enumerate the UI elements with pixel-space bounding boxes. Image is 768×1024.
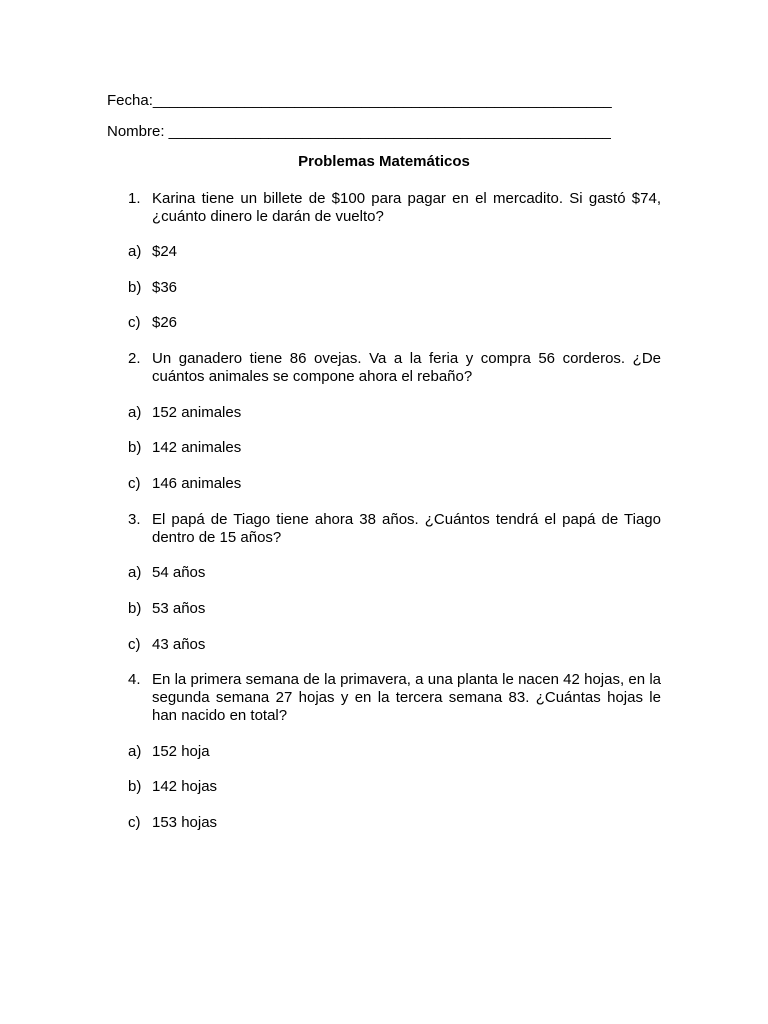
option-text: 142 animales [152,439,242,456]
option-text: 53 años [152,600,206,617]
option-text: $24 [152,243,178,260]
option-letter: b) [128,439,142,456]
option-text: 152 hoja [152,743,210,760]
option-letter: c) [128,814,141,831]
problem-number: 1. [128,190,141,207]
option-letter: c) [128,314,141,331]
problem-number: 4. [128,671,141,688]
problem-number: 3. [128,511,141,528]
problem-number: 2. [128,350,141,367]
option-text: 153 hojas [152,814,218,831]
option-text: 142 hojas [152,778,218,795]
page-title: Problemas Matemáticos [298,153,470,170]
option-letter: a) [128,564,142,581]
option-letter: c) [128,475,141,492]
option-text: $26 [152,314,178,331]
option-text: 54 años [152,564,206,581]
problem-text: En la primera semana de la primavera, a una planta le nacen 42 hojas, en la segunda semana 27 hojas y en la tercera semana 83. ¿Cuántas hojas le han nacido en total? [152,671,661,724]
option-letter: a) [128,743,142,760]
option-text: 43 años [152,636,206,653]
option-text: $36 [152,279,178,296]
option-text: 152 animales [152,404,242,421]
option-letter: b) [128,600,142,617]
problem-text: El papá de Tiago tiene ahora 38 años. ¿Cuántos tendrá el papá de Tiago dentro de 15 años? [152,511,661,546]
fecha-field[interactable]: Fecha:_______________________________________________________ [107,92,612,109]
option-letter: a) [128,404,142,421]
option-letter: b) [128,279,142,296]
problem-text: Karina tiene un billete de $100 para pagar en el mercadito. Si gastó $74, ¿cuánto dinero le darán de vuelto? [152,190,661,225]
option-letter: b) [128,778,142,795]
nombre-field[interactable]: Nombre: _____________________________________________________ [107,123,611,140]
option-letter: c) [128,636,141,653]
problem-text: Un ganadero tiene 86 ovejas. Va a la feria y compra 56 corderos. ¿De cuántos animales se compone ahora el rebaño? [152,350,661,385]
option-text: 146 animales [152,475,242,492]
option-letter: a) [128,243,142,260]
